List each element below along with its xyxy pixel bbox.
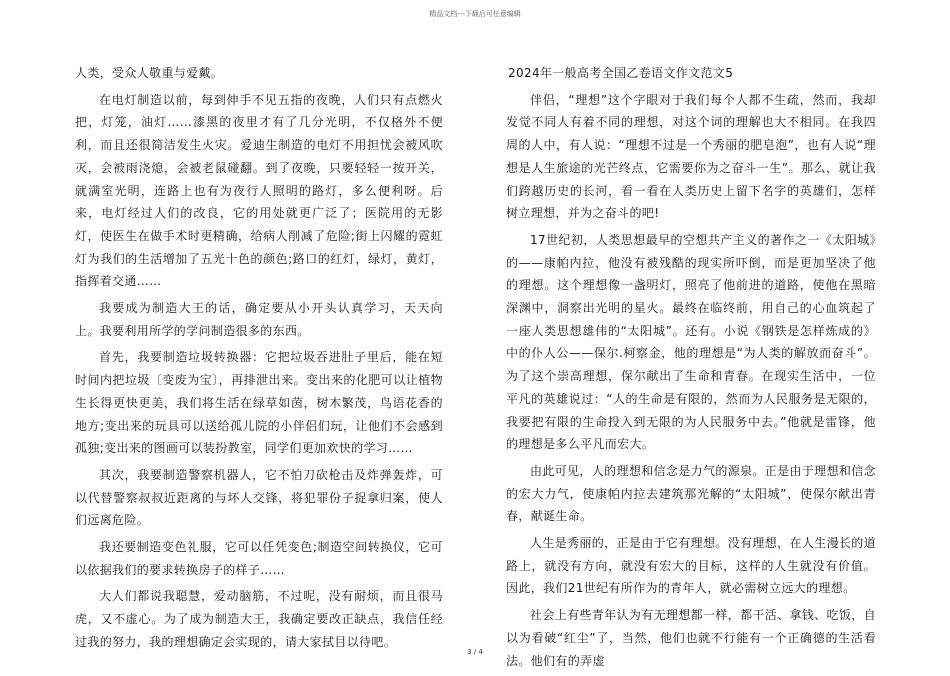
paragraph: 伴侣，“理想”这个字眼对于我们每个人都不生疏，然而，我却发觉不同人有着不同的理想，对这个词的理解也大不相同。在我四周的人中，有人说：“理想不过是一个秀丽的肥皂泡”，也有人说“理想是人生旅途的光芒终点，它需要你为之奋斗一生”。那么，就让我们跨越历史的长河，看一看在人类历史上留下名字的英雄们，怎样树立理想，并为之奋斗的吧! bbox=[506, 92, 876, 221]
right-column bbox=[506, 62, 876, 676]
paragraph: 17世纪初，人类思想最早的空想共产主义的著作之一《太阳城》的——康帕内拉，他没有被残酷的现实所吓倒，而是更加坚决了他的理想。这个理想像一盏明灯，照亮了他前进的道路，使他在黑暗深渊中，洞察出光明的星火。最终在临终前，用自己的心血筑起了一座人类思想雄伟的“太阳城”。还有。小说《钢铁是怎样炼成的》中的仆人公——保尔.柯察金，他的理想是“为人类的解放而奋斗”。为了这个崇高理想，保尔献出了生命和青春。在现实生活中，一位平凡的英雄说过：“人的生命是有限的，然而为人民服务是无限的，我要把有限的生命投入到无限的为人民服务中去。”他就是雷锋，他的理想是多么平凡而宏大。 bbox=[506, 232, 876, 452]
paragraph: 由此可见，人的理想和信念是力气的源泉。正是由于理想和信念的宏大力气，使康帕内拉去建筑那光解的“太阳城”，使保尔献出青春，献诞生命。 bbox=[506, 463, 876, 524]
paragraph: 我要成为制造大王的话，确定要从小开头认真学习，天天向上。我要利用所学的学问制造很多的东西。 bbox=[75, 301, 443, 338]
paragraph: 人生是秀丽的，正是由于它有理想。没有理想，在人生漫长的道路上，就没有方向，就没有宏大的目标，这样的人生就没有价值。因此，我们21世纪有所作为的青年人，就必需树立远大的理想。 bbox=[506, 536, 876, 596]
left-column bbox=[75, 62, 443, 658]
page-header: 精品文档---下载后可任意编辑 bbox=[429, 10, 521, 18]
paragraph: 大人们都说我聪慧，爱动脑筋，不过呢，没有耐烦，而且很马虎，又不虚心。为了成为制造大王，我确定要改正缺点，我信任经过我的努力，我的理想确定会实现的，请大家拭目以待吧。 bbox=[75, 589, 443, 649]
paragraph: 社会上有些青年认为有无理想都一样，都干活、拿钱、吃饭，自以为看破“红尘”了，当然，他们也就不行能有一个正确德的生活看法。他们有的弄虚 bbox=[506, 608, 876, 668]
paragraph: 其次，我要制造警察机器人，它不怕刀砍枪击及炸弹轰炸，可以代替警察叔叔近距离的与坏人交锋，将犯罪份子捉拿归案，使人们远离危险。 bbox=[75, 467, 443, 528]
page-indicator: 3 / 4 bbox=[467, 648, 483, 656]
paragraph: 首先，我要制造垃圾转换器：它把垃圾吞进肚子里后，能在短时间内把垃圾〔变废为宝〕，再排泄出来。变出来的化肥可以让植物生长得更快更美，我们将生活在绿草如茵，树木繁茂，鸟语花香的地方;变出来的玩具可以送给孤儿院的小伴侣们玩，让他们不会感到孤独;变出来的图画可以装扮教室，同学们更加欢快的学习…… bbox=[75, 350, 443, 456]
paragraph: 在电灯制造以前，每到伸手不见五指的夜晚，人们只有点燃火把，灯笼，油灯……漆黑的夜里才有了几分光明，不仅格外不便利，而且还很简洁发生火灾。爱迪生制造的电灯不用担忧会被风吹灭，会被雨浇熄，会被老鼠碰翻。到了夜晚，只要轻轻一按开关，就满室光明，连路上也有为夜行人照明的路灯，多么便利呀。后来，电灯经过人们的改良，它的用处就更广泛了；医院用的无影灯，使医生在做手术时更精确，给病人削减了危险;街上闪耀的霓虹灯为我们的生活增加了五光十色的颜色;路口的红灯，绿灯，黄灯，指挥着交通…… bbox=[75, 92, 443, 289]
essay-title: 2024年一般高考全国乙卷语文作文范文5 bbox=[508, 66, 734, 80]
paragraph: 人类，受众人敬重与爱戴。 bbox=[75, 66, 224, 80]
paragraph: 我还要制造变色礼服，它可以任凭变色;制造空间转换仪，它可以依据我们的要求转换房子的样子…… bbox=[75, 540, 443, 577]
